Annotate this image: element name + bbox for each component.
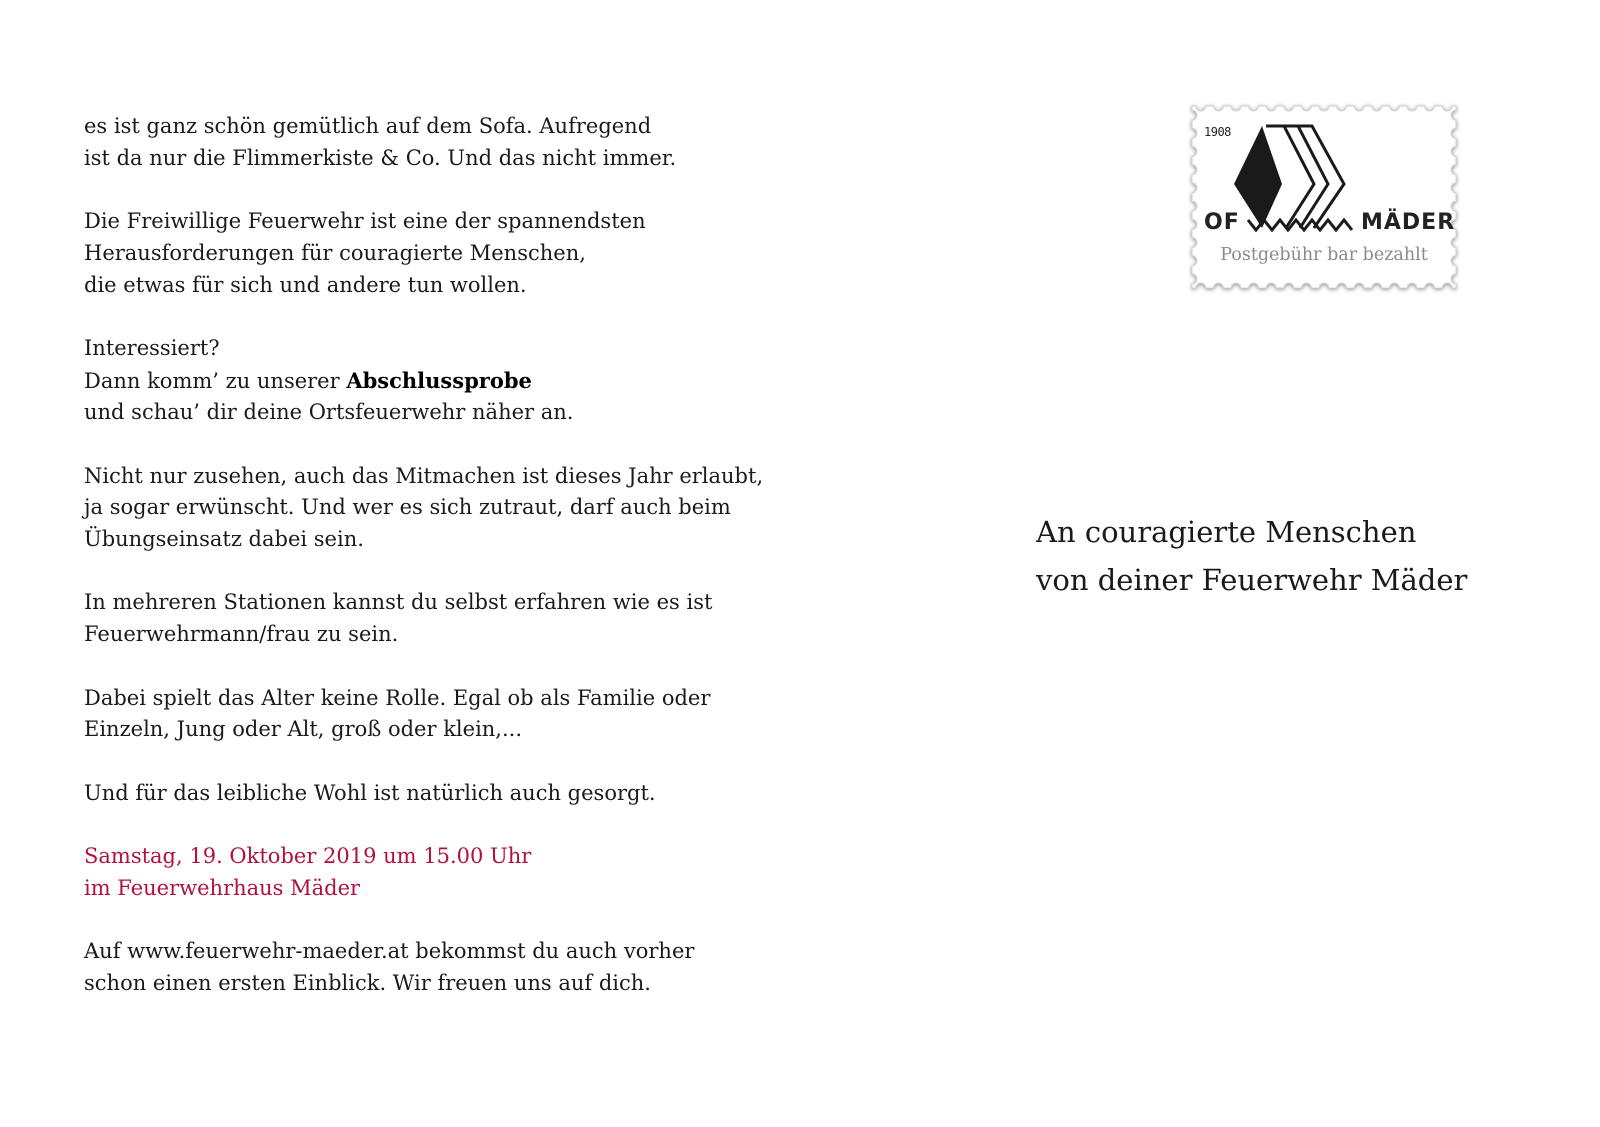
text-line: die etwas für sich und andere tun wollen. — [84, 272, 527, 297]
text-line: Nicht nur zusehen, auch das Mitmachen ist dieses Jahr erlaubt, — [84, 463, 764, 488]
event-details — [84, 841, 844, 904]
paragraph-fire-brigade — [84, 206, 844, 301]
text-line: schon einen ersten Einblick. Wir freuen uns auf dich. — [84, 970, 651, 995]
paragraph-invitation — [84, 333, 844, 429]
text-line: Herausforderungen für couragierte Menschen, — [84, 240, 586, 265]
stamp-logo-text-left: OF — [1204, 210, 1240, 235]
highlight-abschlussprobe: Abschlussprobe — [346, 367, 532, 393]
address-line-2: von deiner Feuerwehr Mäder — [1036, 563, 1468, 597]
paragraph-website — [84, 936, 844, 999]
text-line: Feuerwehrmann/frau zu sein. — [84, 622, 399, 647]
text-line: ist da nur die Flimmerkiste & Co. Und das nicht immer. — [84, 145, 677, 170]
text-line: und schau’ dir deine Ortsfeuerwehr näher an. — [84, 400, 574, 425]
text-line: Einzeln, Jung oder Alt, groß oder klein,... — [84, 717, 523, 742]
text-line: Die Freiwillige Feuerwehr ist eine der spannendsten — [84, 209, 646, 234]
stamp-caption: Postgebühr bar bezahlt — [1220, 245, 1428, 265]
paragraph-intro — [84, 111, 844, 174]
event-location: im Feuerwehrhaus Mäder — [84, 875, 361, 900]
text-line: Dabei spielt das Alter keine Rolle. Egal ob als Familie oder — [84, 685, 711, 710]
paragraph-catering — [84, 778, 844, 810]
paragraph-stations — [84, 587, 844, 650]
text-line: Interessiert? — [84, 335, 220, 360]
letter-body — [84, 111, 844, 1031]
text-line: es ist ganz schön gemütlich auf dem Sofa. Aufregend — [84, 114, 652, 138]
paragraph-age — [84, 683, 844, 746]
text-line: ja sogar erwünscht. Und wer es sich zutraut, darf auch beim — [84, 495, 731, 520]
recipient-address — [1036, 508, 1467, 604]
stamp-logo-text-right: MÄDER — [1361, 210, 1456, 235]
address-line-1: An couragierte Menschen — [1036, 515, 1417, 549]
postage-stamp — [1186, 100, 1462, 294]
text-line: Übungseinsatz dabei sein. — [84, 527, 364, 552]
text-line — [84, 365, 844, 398]
text-line: Und für das leibliche Wohl ist natürlich auch gesorgt. — [84, 780, 656, 805]
text-fragment: Dann komm’ zu unserer — [84, 368, 347, 393]
text-line: In mehreren Stationen kannst du selbst erfahren wie es ist — [84, 590, 713, 615]
text-line: Auf www.feuerwehr-maeder.at bekommst du auch vorher — [84, 939, 695, 964]
paragraph-participation — [84, 461, 844, 556]
stamp-year: 1908 — [1204, 125, 1231, 139]
event-date: Samstag, 19. Oktober 2019 um 15.00 Uhr — [84, 844, 532, 869]
